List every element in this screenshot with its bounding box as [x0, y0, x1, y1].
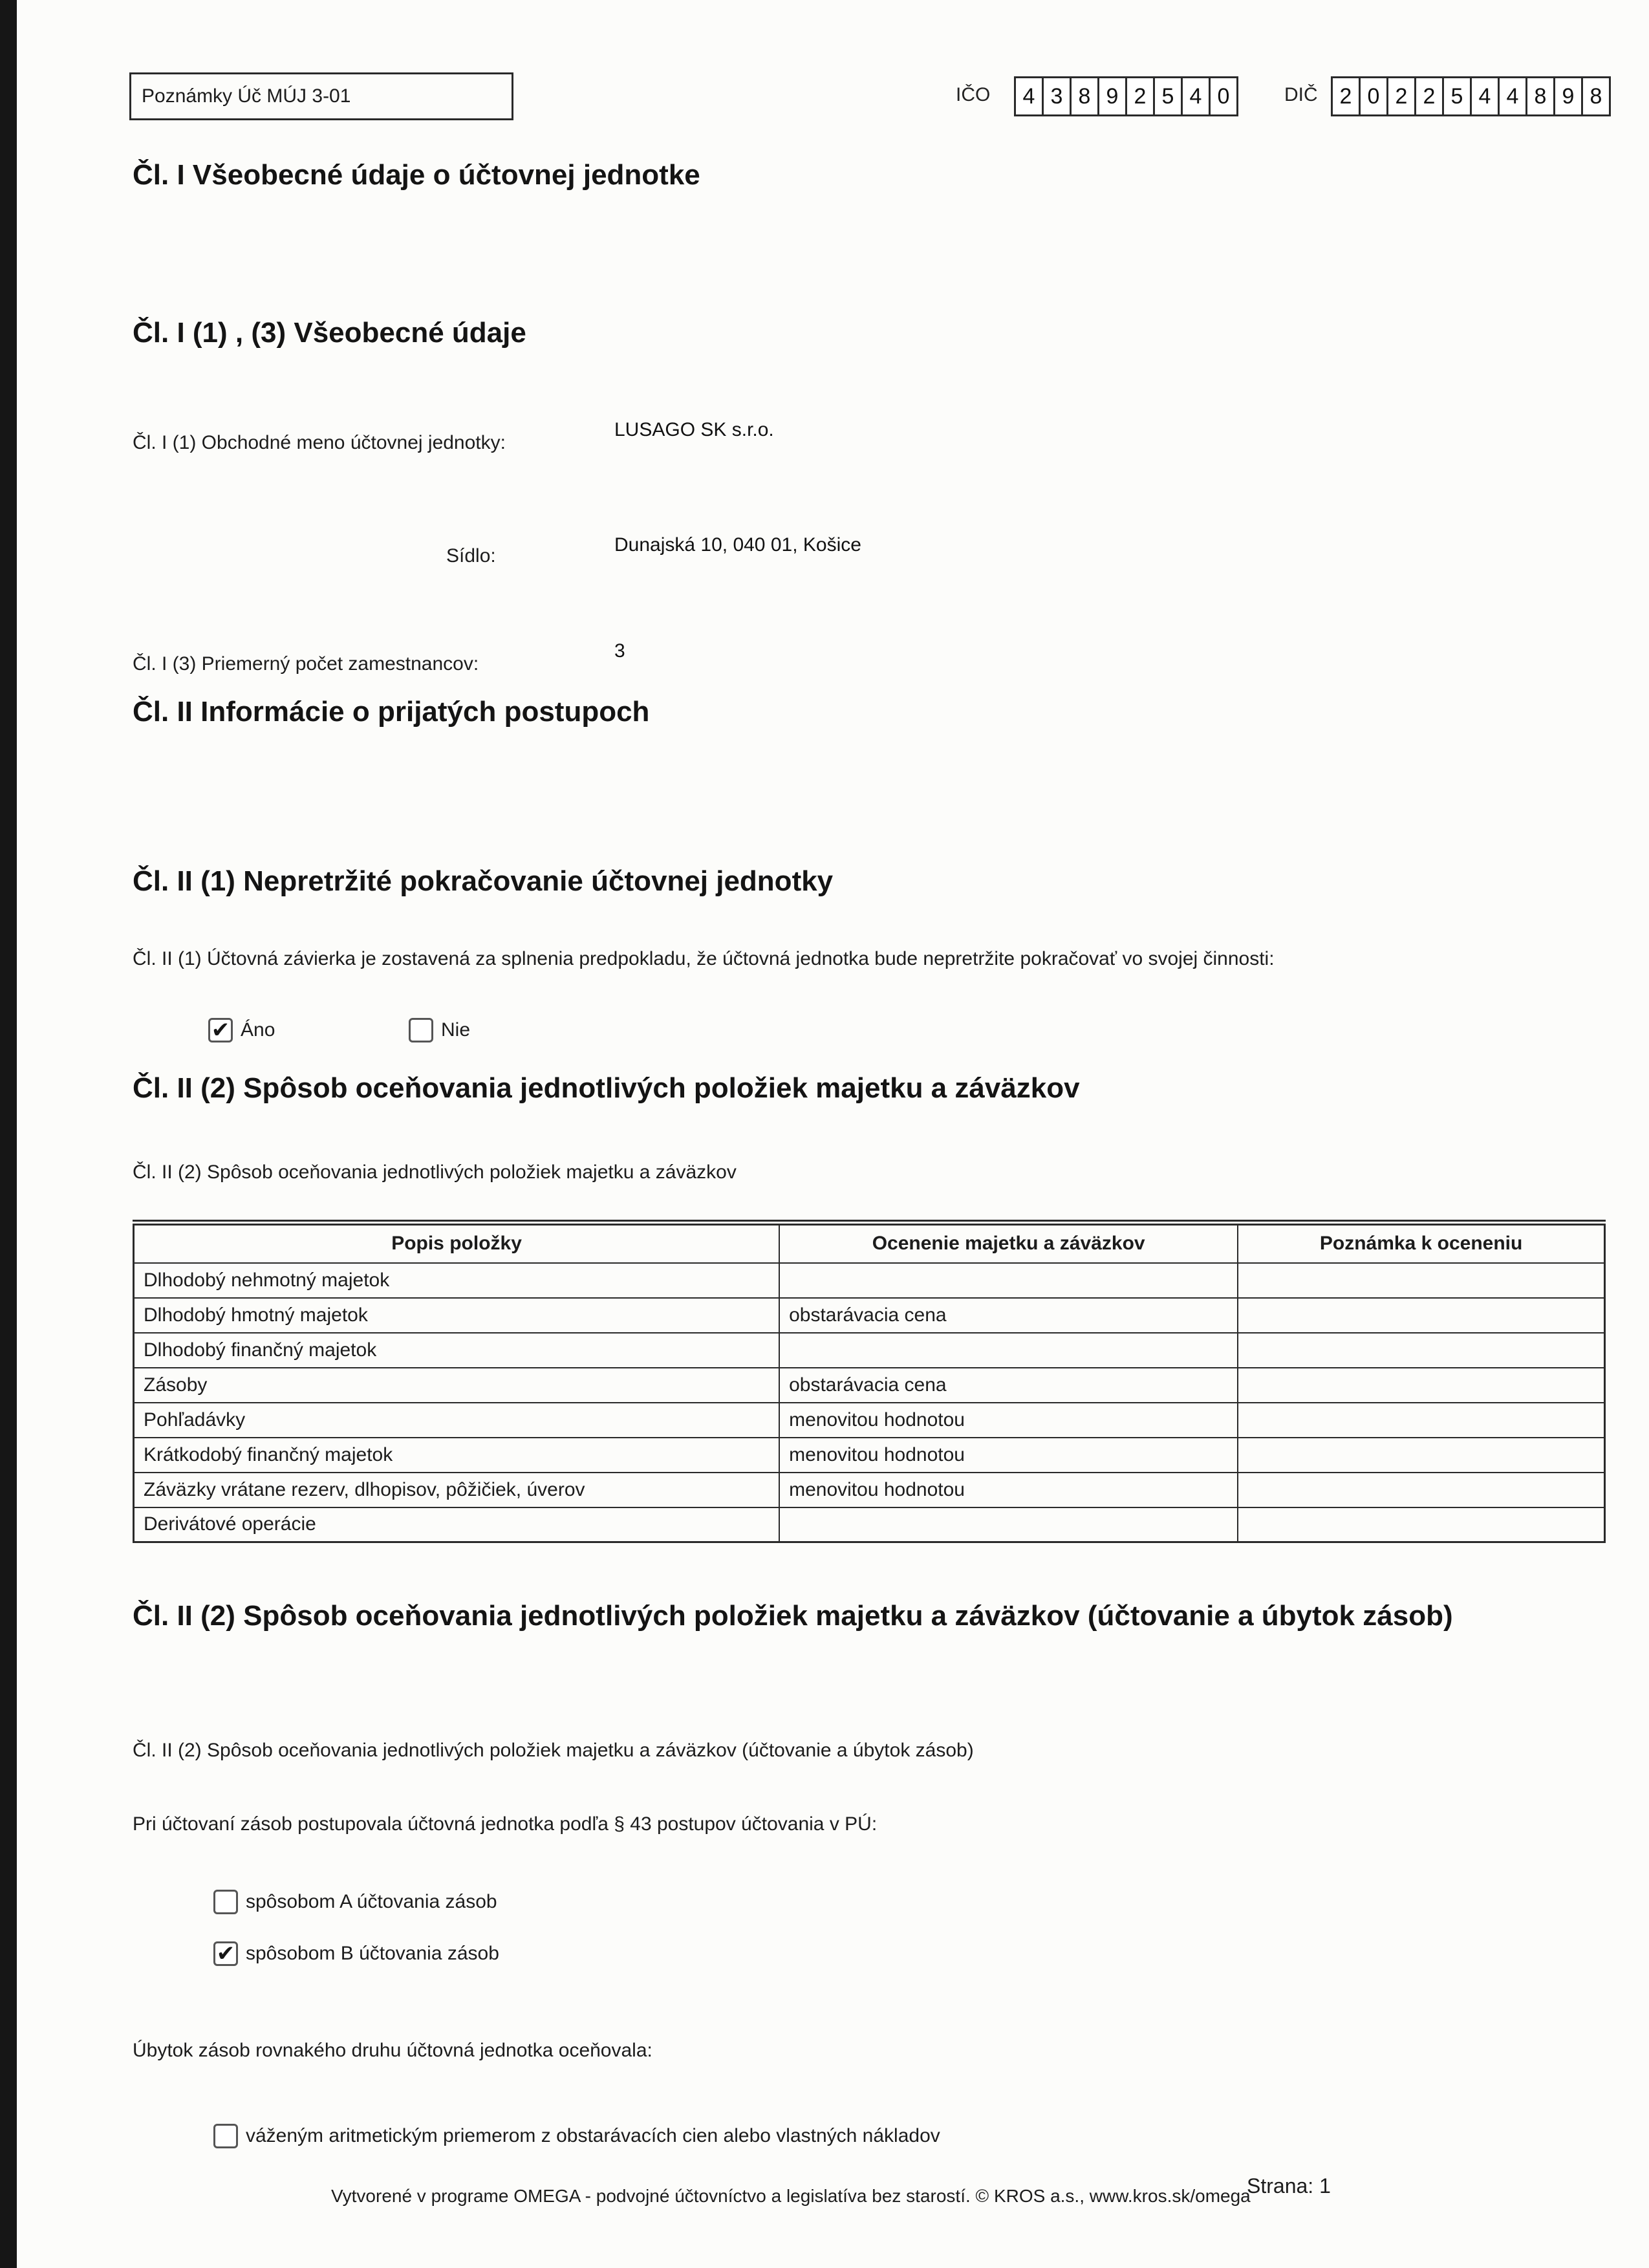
decrease-text: Úbytok zásob rovnakého druhu účtovná jednotka oceňovala:: [133, 2040, 652, 2061]
dic-digit: 2: [1331, 76, 1361, 116]
cell-popis: Dlhodobý finančný majetok: [134, 1333, 780, 1368]
table-row: [134, 1298, 1605, 1333]
cell-ocenenie: menovitou hodnotou: [779, 1403, 1238, 1438]
checkbox-weighted-avg[interactable]: [213, 2124, 238, 2148]
cell-popis: Dlhodobý hmotný majetok: [134, 1298, 780, 1333]
checkbox-row-method-a: [213, 1890, 497, 1914]
col-header-poznamka: Poznámka k oceneniu: [1238, 1223, 1604, 1263]
page-number: Strana: 1: [1247, 2174, 1331, 2198]
col-header-popis: Popis položky: [134, 1223, 780, 1263]
cell-poznamka: [1238, 1333, 1604, 1368]
employees-label: Čl. I (3) Priemerný počet zamestnancov:: [133, 653, 479, 675]
table-row: [134, 1263, 1605, 1298]
checkbox-weighted-avg-label: váženým aritmetickým priemerom z obstarávacích cien alebo vlastných nákladov: [246, 2125, 940, 2146]
ico-digit: 2: [1125, 76, 1155, 116]
dic-label: DIČ: [1284, 84, 1318, 105]
form-code-box: [129, 72, 513, 120]
ico-label: IČO: [956, 84, 991, 105]
cell-poznamka: [1238, 1368, 1604, 1403]
checkbox-method-b-label: spôsobom B účtovania zásob: [246, 1943, 499, 1964]
cell-poznamka: [1238, 1438, 1604, 1473]
checkbox-method-b[interactable]: [213, 1941, 238, 1966]
ico-digit-boxes: [1014, 76, 1238, 116]
table-row: [134, 1368, 1605, 1403]
dic-digit: 4: [1498, 76, 1527, 116]
cell-popis: Pohľadávky: [134, 1403, 780, 1438]
business-name-value: LUSAGO SK s.r.o.: [614, 419, 774, 440]
dic-digit: 8: [1581, 76, 1611, 116]
section1-subtitle: Čl. I (1) , (3) Všeobecné údaje: [133, 317, 526, 349]
cell-poznamka: [1238, 1507, 1604, 1542]
cell-popis: Zásoby: [134, 1368, 780, 1403]
valuation-text: Čl. II (2) Spôsob oceňovania jednotlivých položiek majetku a záväzkov: [133, 1161, 737, 1183]
employees-value: 3: [614, 640, 625, 662]
checkbox-method-a[interactable]: [213, 1890, 238, 1914]
cell-popis: Dlhodobý nehmotný majetok: [134, 1263, 780, 1298]
cell-poznamka: [1238, 1403, 1604, 1438]
cell-poznamka: [1238, 1298, 1604, 1333]
table-row: [134, 1438, 1605, 1473]
checkbox-nie-label: Nie: [441, 1019, 471, 1041]
dic-digit: 2: [1386, 76, 1416, 116]
dic-digit: 5: [1442, 76, 1472, 116]
business-name-label: Čl. I (1) Obchodné meno účtovnej jednotky:: [133, 432, 506, 453]
col-header-ocenenie: Ocenenie majetku a záväzkov: [779, 1223, 1238, 1263]
seat-label: Sídlo:: [446, 545, 496, 567]
dic-digit: 0: [1359, 76, 1388, 116]
inventory-method-text: Pri účtovaní zásob postupovala účtovná jednotka podľa § 43 postupov účtovania v PÚ:: [133, 1813, 878, 1835]
checkbox-nie[interactable]: [409, 1018, 433, 1042]
going-concern-text: Čl. II (1) Účtovná závierka je zostavená za splnenia predpokladu, že účtovná jednotka bude nepretržite pokračovať vo svojej činnosti:: [133, 948, 1275, 969]
checkbox-row-ano: [208, 1018, 275, 1042]
cell-ocenenie: obstarávacia cena: [779, 1298, 1238, 1333]
section2-title: Čl. II Informácie o prijatých postupoch: [133, 696, 650, 728]
cell-ocenenie: [779, 1263, 1238, 1298]
cell-popis: Záväzky vrátane rezerv, dlhopisov, pôžičiek, úverov: [134, 1473, 780, 1507]
cell-ocenenie: menovitou hodnotou: [779, 1473, 1238, 1507]
cell-ocenenie: menovitou hodnotou: [779, 1438, 1238, 1473]
ico-digit: 4: [1181, 76, 1211, 116]
ico-digit: 0: [1209, 76, 1238, 116]
form-code: Poznámky Úč MÚJ 3-01: [142, 85, 351, 107]
valuation-title: Čl. II (2) Spôsob oceňovania jednotlivých položiek majetku a záväzkov: [133, 1072, 1080, 1104]
dic-digit: 4: [1470, 76, 1500, 116]
cell-popis: Derivátové operácie: [134, 1507, 780, 1542]
checkbox-row-method-b: [213, 1941, 499, 1966]
dic-digit-boxes: [1331, 76, 1611, 116]
inventory-title: Čl. II (2) Spôsob oceňovania jednotlivých položiek majetku a záväzkov (účtovanie a úbytok zásob): [133, 1600, 1453, 1632]
checkbox-row-weighted-avg: [213, 2124, 940, 2148]
cell-poznamka: [1238, 1263, 1604, 1298]
table-row: [134, 1473, 1605, 1507]
dic-digit: 2: [1414, 76, 1444, 116]
cell-ocenenie: [779, 1507, 1238, 1542]
ico-digit: 3: [1042, 76, 1072, 116]
cell-ocenenie: [779, 1333, 1238, 1368]
seat-value: Dunajská 10, 040 01, Košice: [614, 534, 861, 556]
footer-credit: Vytvorené v programe OMEGA - podvojné účtovníctvo a legislatíva bez starostí. © KROS a.s., www.kros.sk/omega: [331, 2186, 1251, 2206]
ico-digit: 5: [1153, 76, 1183, 116]
cell-popis: Krátkodobý finančný majetok: [134, 1438, 780, 1473]
cell-ocenenie: obstarávacia cena: [779, 1368, 1238, 1403]
ico-digit: 4: [1014, 76, 1044, 116]
checkbox-ano-label: Áno: [241, 1019, 275, 1041]
going-concern-title: Čl. II (1) Nepretržité pokračovanie účtovnej jednotky: [133, 865, 834, 897]
dic-digit: 9: [1553, 76, 1583, 116]
table-row: [134, 1403, 1605, 1438]
ico-digit: 9: [1097, 76, 1127, 116]
table-header-row: [134, 1223, 1605, 1263]
scan-edge-artifact: [0, 0, 17, 2268]
table-row: [134, 1333, 1605, 1368]
checkbox-method-a-label: spôsobom A účtovania zásob: [246, 1891, 497, 1912]
checkbox-row-nie: [409, 1018, 470, 1042]
table-row: [134, 1507, 1605, 1542]
valuation-table: [133, 1220, 1606, 1543]
dic-digit: 8: [1525, 76, 1555, 116]
checkbox-ano[interactable]: [208, 1018, 233, 1042]
cell-poznamka: [1238, 1473, 1604, 1507]
ico-digit: 8: [1070, 76, 1099, 116]
section1-title: Čl. I Všeobecné údaje o účtovnej jednotke: [133, 159, 700, 191]
inventory-text: Čl. II (2) Spôsob oceňovania jednotlivých položiek majetku a záväzkov (účtovanie a úbytok zásob): [133, 1740, 974, 1761]
